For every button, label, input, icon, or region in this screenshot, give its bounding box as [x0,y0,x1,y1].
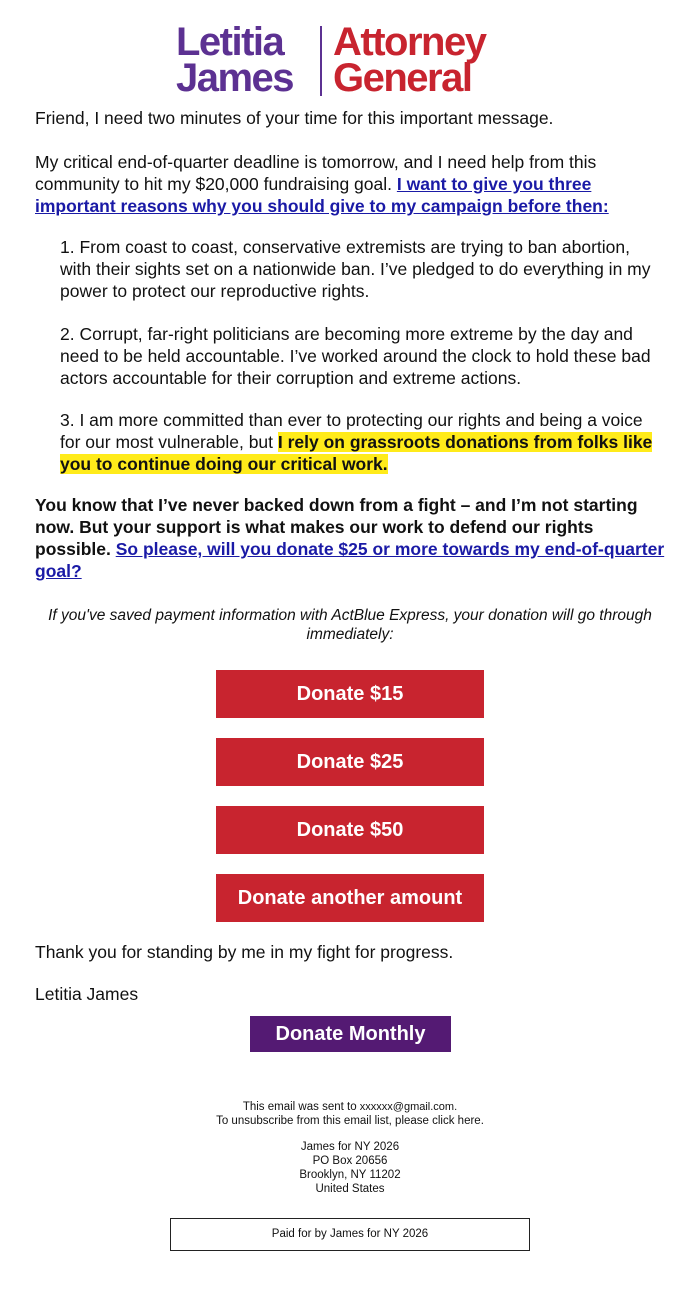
closing-paragraph [35,494,665,582]
closing-text: You know that I’ve never backed down from a fight – and I’m not starting now. But your support is what makes our work to defend our rights possible. [35,495,638,559]
deadline-paragraph [35,151,665,217]
address-line: PO Box 20656 [312,1155,388,1167]
highlighted-text: I rely on grassroots donations from folks like you to continue doing our critical work. [60,432,653,474]
donate-25-link[interactable]: So please, will you donate $25 or more towards my end-of-quarter goal? [35,539,665,581]
donate-50-button[interactable]: Donate $50 [216,806,484,854]
logo-divider [320,26,322,96]
donate-15-button[interactable]: Donate $15 [216,670,484,718]
logo-name-last: James [176,56,294,100]
logo-title [333,20,533,100]
reason-2: 2. Corrupt, far-right politicians are becoming more extreme by the day and need to be held accountable. I’ve worked around the clock to hold these bad actors accountable for their corruption and extreme actions. [60,324,651,388]
logo-title-line1: Attorney [333,20,486,64]
address-line: United States [315,1183,385,1195]
logo-title-line2: General [333,56,472,100]
unsubscribe-link[interactable]: To unsubscribe from this email list, please click here. [216,1115,484,1127]
donate-other-amount-button[interactable]: Donate another amount [216,874,484,922]
logo-name-first: Letitia [176,20,284,64]
reason-3 [60,409,660,475]
reason-1: 1. From coast to coast, conservative extremists are trying to ban abortion, with their sights set on a nationwide ban. I’ve pledged to do everything in my power to protect our reproductive rights. [60,237,651,301]
footer-notice [0,1100,700,1128]
logo-name [176,20,314,100]
recipient-email: xxxxxx@gmail.com. [359,1101,458,1113]
actblue-express-note: If you've saved payment information with ActBlue Express, your donation will go through immediately: [48,607,652,643]
mailing-address [0,1140,700,1196]
address-line: Brooklyn, NY 11202 [299,1169,401,1181]
donate-monthly-button[interactable]: Donate Monthly [250,1016,451,1052]
deadline-text: My critical end-of-quarter deadline is tomorrow, and I need help from this community to hit my $20,000 fundraising goal. [35,152,597,194]
address-line: James for NY 2026 [300,1141,400,1153]
sent-to-line [0,1100,700,1114]
campaign-logo [176,20,526,100]
reason-3-text: 3. I am more committed than ever to protecting our rights and being a voice for our most vulnerable, but [60,410,643,452]
sent-to-prefix: This email was sent to [242,1101,360,1113]
three-reasons-link[interactable]: I want to give you three important reasons why you should give to my campaign before then: [35,174,609,216]
intro-paragraph: Friend, I need two minutes of your time for this important message. [35,108,554,128]
paid-for-disclaimer: Paid for by James for NY 2026 [170,1218,530,1251]
thank-you-text: Thank you for standing by me in my fight for progress. [35,942,454,962]
signature: Letitia James [35,984,139,1004]
donate-25-button[interactable]: Donate $25 [216,738,484,786]
